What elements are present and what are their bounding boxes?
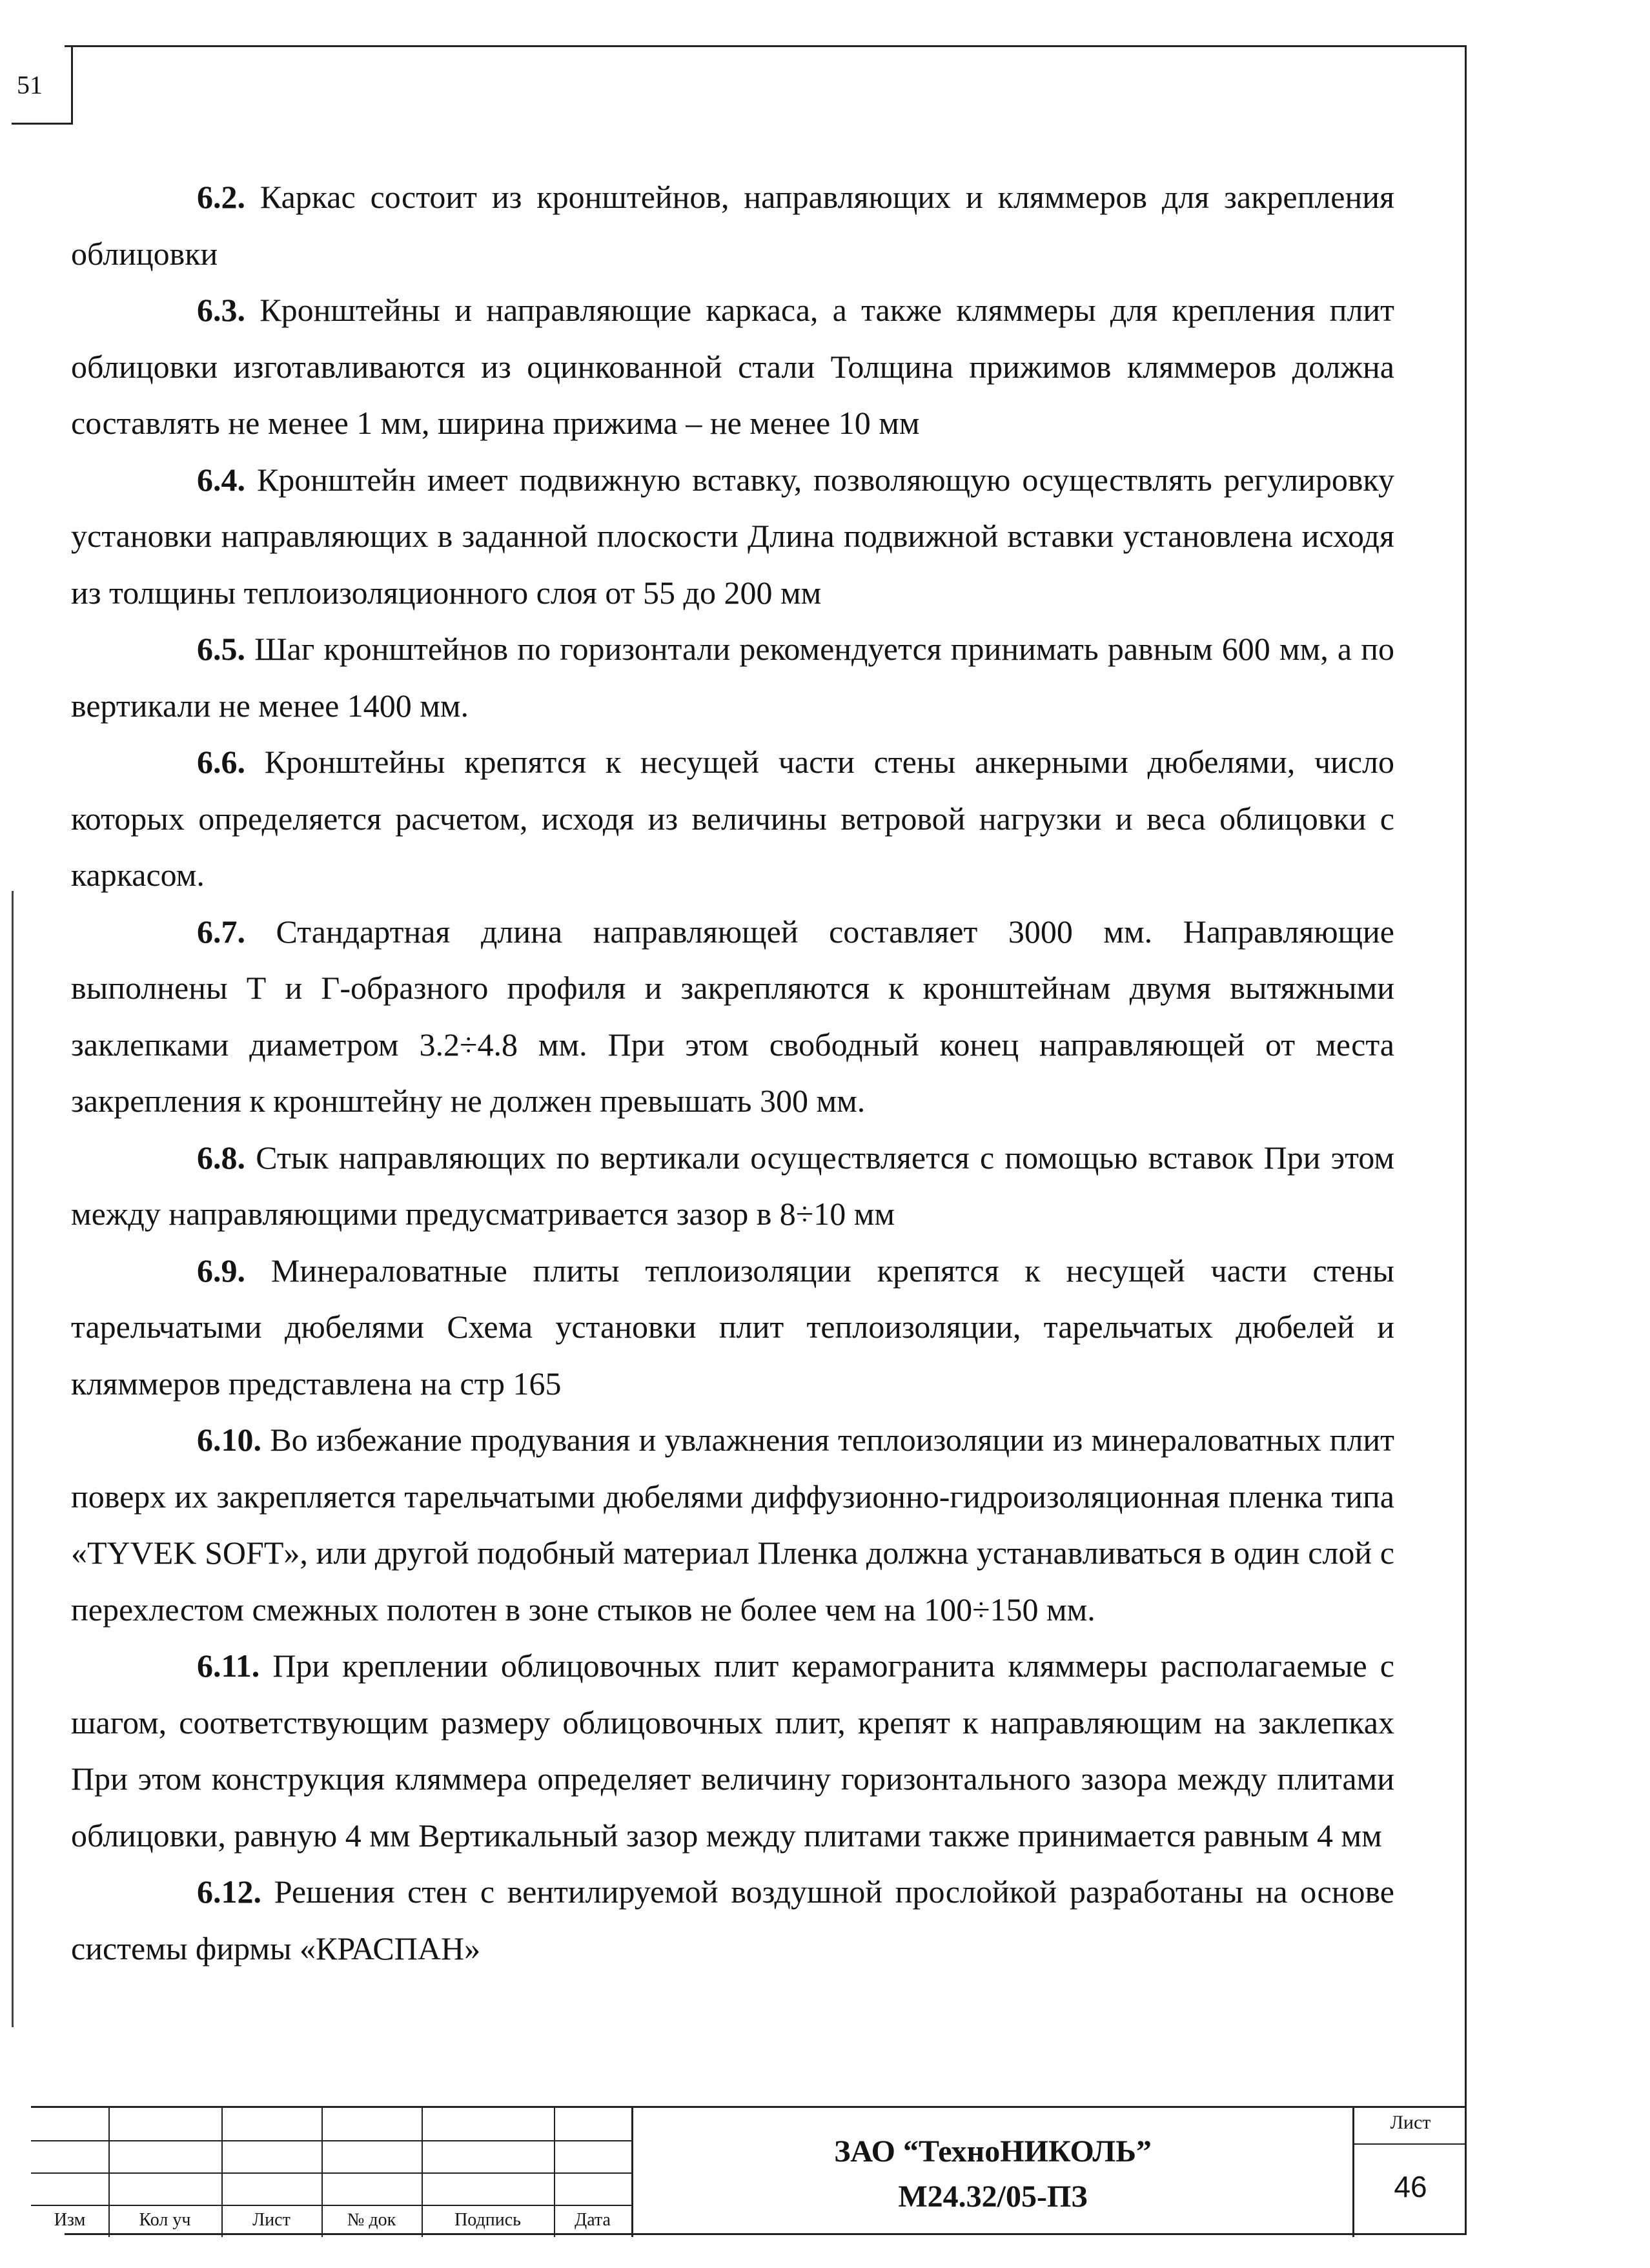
title-block-center	[631, 2108, 1354, 2237]
company-name: ЗАО “ТехноНИКОЛЬ”	[834, 2134, 1152, 2169]
revision-grid	[31, 2108, 631, 2237]
paragraph-6-8: 6.8. Стык направляющих по вертикали осуществляется с помощью вставок При этом между направляющими предусматривается зазор в 8÷10 мм	[71, 1139, 1394, 1232]
corner-page-number: 51	[17, 70, 43, 99]
document-body	[71, 169, 1394, 1977]
column-label-izm: Изм	[54, 2210, 86, 2230]
column-label-list: Лист	[252, 2210, 290, 2230]
document-number: М24.32/05-ПЗ	[898, 2180, 1088, 2214]
paragraph-6-2: 6.2. Каркас состоит из кронштейнов, направляющих и кляммеров для закрепления облицовки	[71, 179, 1394, 272]
column-label-date: Дата	[575, 2210, 611, 2230]
sheet-number: 46	[1394, 2170, 1427, 2203]
paragraph-6-9: 6.9. Минераловатные плиты теплоизоляции крепятся к несущей части стены тарельчатыми дюбелями Схема установки плит теплоизоляции, тарельчатых дюбелей и кляммеров представлена на стр 165	[71, 1252, 1394, 1402]
column-label-kol-uch: Кол уч	[139, 2210, 191, 2230]
paragraph-6-4: 6.4. Кронштейн имеет подвижную вставку, позволяющую осуществлять регулировку установки направляющих в заданной плоскости Длина подвижной вставки установлена исходя из толщины теплоизоляционного слоя от 55 до 200 мм	[71, 461, 1395, 611]
paragraph-6-5: 6.5. Шаг кронштейнов по горизонтали рекомендуется принимать равным 600 мм, а по вертикали не менее 1400 мм.	[71, 631, 1394, 724]
paragraph-6-6: 6.6. Кронштейны крепятся к несущей части стены анкерными дюбелями, число которых определяется расчетом, исходя из величины ветровой нагрузки и веса облицовки с каркасом.	[71, 744, 1395, 893]
sheet-cell	[1354, 2108, 1467, 2237]
paragraph-6-11: 6.11. При креплении облицовочных плит керамогранита кляммеры располагаемые с шагом, соответствующим размеру облицовочных плит, крепят к направляющим на заклепках При этом конструкция кляммера определяет величину горизонтального зазора между плитами облицовки, равную 4 мм Вертикальный зазор между плитами также принимается равным 4 мм	[71, 1648, 1394, 1854]
grid-row-line	[31, 2140, 631, 2141]
paragraph-6-7: 6.7. Стандартная длина направляющей составляет 3000 мм. Направляющие выполнены Т и Г-образного профиля и закрепляются к кронштейнам двумя вытяжными заклепками диаметром 3.2÷4.8 мм. При этом свободный конец направляющей от места закрепления к кронштейну не должен превышать 300 мм.	[71, 913, 1395, 1119]
sheet-label: Лист	[1390, 2112, 1431, 2133]
sheet-divider	[1354, 2143, 1467, 2145]
margin-line	[12, 891, 14, 2027]
column-label-doc-no: № док	[347, 2210, 396, 2230]
title-block	[31, 2106, 1467, 2237]
column-label-signature: Подпись	[454, 2210, 521, 2230]
grid-row-line	[31, 2205, 631, 2206]
paragraph-6-12: 6.12. Решения стен с вентилируемой воздушной прослойкой разработаны на основе системы фирмы «КРАСПАН»	[71, 1874, 1394, 1967]
grid-row-line	[31, 2172, 631, 2174]
paragraph-6-10: 6.10. Во избежание продувания и увлажнения теплоизоляции из минераловатных плит поверх их закрепляется тарельчатыми дюбелями диффузионно-гидроизоляционная пленка типа «TYVEK SOFT», или другой подобный материал Пленка должна устанавливаться в один слой с перехлестом смежных полотен в зоне стыков не более чем на 100÷150 мм.	[71, 1422, 1394, 1628]
paragraph-6-3: 6.3. Кронштейны и направляющие каркаса, а также кляммеры для крепления плит облицовки изготавливаются из оцинкованной стали Толщина прижимов кляммеров должна составлять не менее 1 мм, ширина прижима – не менее 10 мм	[71, 292, 1395, 441]
